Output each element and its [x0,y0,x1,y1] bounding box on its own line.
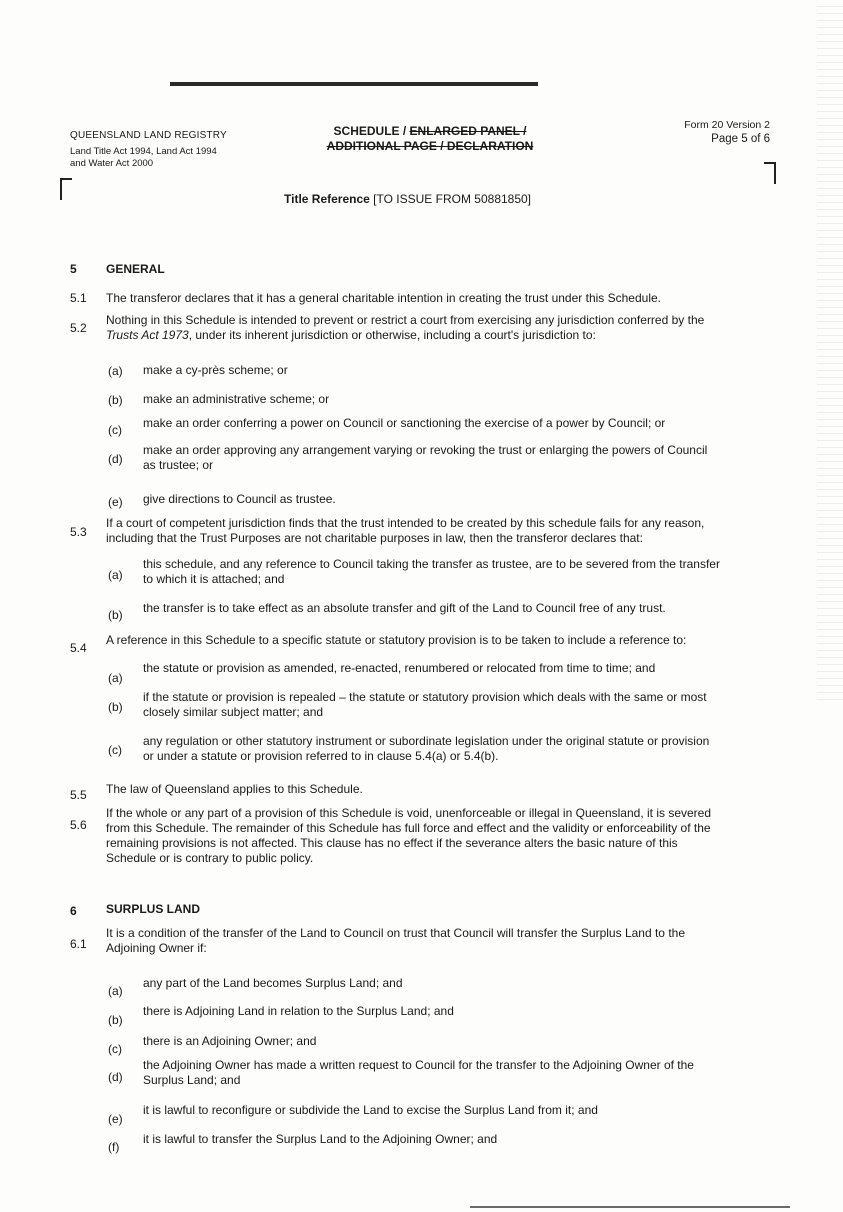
section-6-heading: SURPLUS LAND [106,902,201,916]
scan-noise [817,0,843,700]
clause-6-1-a-label: (a) [108,984,123,998]
clause-5-4-b-line-2: closely similar subject matter; and [143,705,324,719]
form-title [300,124,560,154]
clause-5-5-number: 5.5 [70,788,87,802]
clause-6-1-f-label: (f) [108,1140,120,1154]
clause-5-2-d-line-1: make an order approving any arrangement varying or revoking the trust or enlarging the powers of Council [143,443,708,457]
form-version: Form 20 Version 2 [684,119,770,131]
registry-block [70,130,227,170]
registry-name: QUEENSLAND LAND REGISTRY [70,130,227,141]
top-rule [170,82,538,86]
clause-5-6-line-4: Schedule or is contrary to public policy. [106,851,314,865]
bottom-rule [470,1206,790,1208]
clause-6-1-d-text [143,1058,694,1088]
clause-6-1-c-text: there is an Adjoining Owner; and [143,1034,317,1048]
title-struck-1: ENLARGED PANEL / [409,124,527,138]
clause-5-2-number: 5.2 [70,321,87,335]
clause-5-2-e-text: give directions to Council as trustee. [143,492,336,506]
title-ref-label: Title Reference [284,192,370,206]
clause-5-2-c-text: make an order conferring a power on Council or sanctioning the exercise of a power by Council; or [143,416,666,430]
clause-5-1-text: The transferor declares that it has a general charitable intention in creating the trust under this Schedule. [106,291,661,305]
left-corner-mark [60,178,72,200]
clause-5-6-text [106,806,711,866]
clause-5-1-number: 5.1 [70,291,87,305]
page-number: Page 5 of 6 [711,133,770,145]
form-info [660,118,770,146]
title-ref-value: [TO ISSUE FROM 50881850] [373,192,532,206]
clause-5-2-a-label: (a) [108,364,123,378]
clause-5-2-a-text: make a cy-près scheme; or [143,363,288,377]
clause-6-1-e-label: (e) [108,1112,123,1126]
clause-6-1-f-text: it is lawful to transfer the Surplus Land to the Adjoining Owner; and [143,1132,498,1146]
clause-5-2-e-label: (e) [108,495,123,509]
clause-6-1-b-text: there is Adjoining Land in relation to the Surplus Land; and [143,1004,454,1018]
acts-line-1: Land Title Act 1994, Land Act 1994 [70,146,217,157]
title-reference [284,192,531,206]
acts-line-2: and Water Act 2000 [70,158,154,169]
clause-6-1-c-label: (c) [108,1042,122,1056]
clause-5-4-c-line-1: any regulation or other statutory instrument or subordinate legislation under the original statute or provision [143,734,710,748]
clause-5-3-a-line-1: this schedule, and any reference to Council taking the transfer as trustee, are to be severed from the transfer [143,557,720,571]
clause-6-1-number: 6.1 [70,937,87,951]
clause-5-2-d-text [143,443,707,473]
clause-5-6-line-3: remaining provisions is not affected. This clause has no effect if the severance alters the basic nature of this [106,836,678,850]
clause-6-1-line-1: It is a condition of the transfer of the Land to Council on trust that Council will transfer the Surplus Land to the [106,926,685,940]
clause-6-1-text [106,926,685,956]
clause-5-4-c-label: (c) [108,743,122,757]
clause-5-4-b-label: (b) [108,700,123,714]
clause-5-2-d-label: (d) [108,452,123,466]
clause-5-3-line-2: including that the Trust Purposes are not charitable purposes in law, then the transferor declares that: [106,531,643,545]
clause-6-1-a-text: any part of the Land becomes Surplus Land; and [143,976,403,990]
clause-5-2-line-1: Nothing in this Schedule is intended to prevent or restrict a court from exercising any jurisdiction conferred by the [106,313,705,327]
clause-5-5-text: The law of Queensland applies to this Schedule. [106,782,363,796]
clause-5-3-text [106,516,704,546]
clause-5-6-line-2: from this Schedule. The remainder of this Schedule has full force and effect and the validity or enforceability of the [106,821,711,835]
clause-5-2-text [106,313,704,343]
clause-5-4-a-text: the statute or provision as amended, re-enacted, renumbered or relocated from time to time; and [143,661,656,675]
clause-5-3-a-label: (a) [108,568,123,582]
clause-6-1-e-text: it is lawful to reconfigure or subdivide the Land to excise the Surplus Land from it; and [143,1103,598,1117]
clause-6-1-line-2: Adjoining Owner if: [106,941,207,955]
clause-5-2-line-2: , under its inherent jurisdiction or otherwise, including a court's jurisdiction to: [188,328,596,342]
section-5-heading: GENERAL [106,262,165,276]
title-schedule: SCHEDULE / [333,124,410,138]
clause-5-2-d-line-2: as trustee; or [143,458,214,472]
clause-5-6-number: 5.6 [70,818,87,832]
clause-5-3-a-text [143,557,720,587]
right-corner-mark [764,162,776,184]
title-struck-2: ADDITIONAL PAGE / DECLARATION [326,139,534,153]
clause-5-4-text: A reference in this Schedule to a specific statute or statutory provision is to be taken to include a reference to: [106,633,687,647]
clause-5-4-number: 5.4 [70,641,87,655]
clause-5-3-a-line-2: to which it is attached; and [143,572,285,586]
section-5-number: 5 [70,262,77,276]
clause-5-3-b-label: (b) [108,608,123,622]
clause-5-2-b-label: (b) [108,393,123,407]
clause-5-4-c-text [143,734,709,764]
clause-6-1-d-line-2: Surplus Land; and [143,1073,241,1087]
clause-6-1-d-label: (d) [108,1070,123,1084]
clause-5-2-c-label: (c) [108,423,122,437]
clause-5-6-line-1: If the whole or any part of a provision of this Schedule is void, unenforceable or illegal in Queensland, it is severed [106,806,712,820]
clause-5-3-number: 5.3 [70,525,87,539]
clause-5-4-c-line-2: or under a statute or provision referred to in clause 5.4(a) or 5.4(b). [143,749,499,763]
clause-6-1-d-line-1: the Adjoining Owner has made a written request to Council for the transfer to the Adjoining Owner of the [143,1058,694,1072]
clause-6-1-b-label: (b) [108,1013,123,1027]
clause-5-3-line-1: If a court of competent jurisdiction finds that the trust intended to be created by this schedule fails for any reason, [106,516,705,530]
clause-5-4-a-label: (a) [108,671,123,685]
clause-5-4-b-line-1: if the statute or provision is repealed – the statute or statutory provision which deals with the same or most [143,690,707,704]
clause-5-2-b-text: make an administrative scheme; or [143,392,330,406]
section-6-number: 6 [70,904,77,918]
trusts-act-reference: Trusts Act 1973 [106,328,189,342]
clause-5-3-b-text: the transfer is to take effect as an absolute transfer and gift of the Land to Council free of any trust. [143,601,666,615]
clause-5-4-b-text [143,690,707,720]
